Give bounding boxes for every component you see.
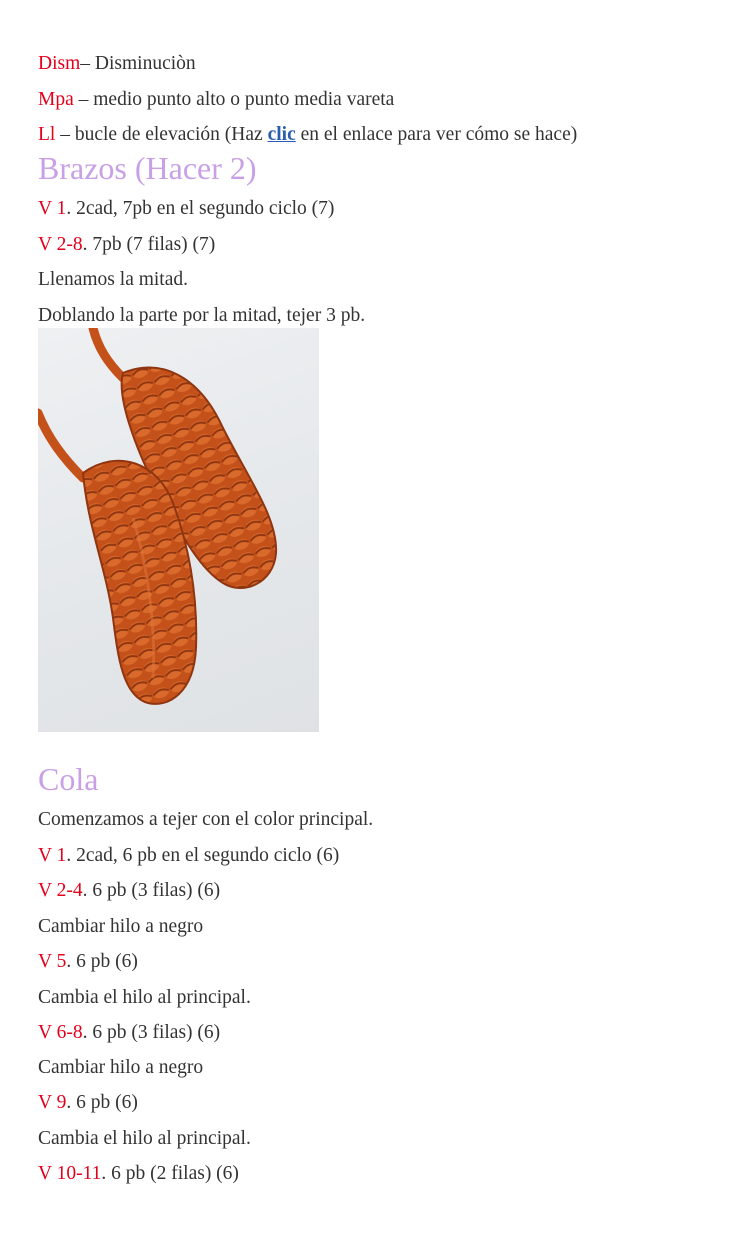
pattern-row: V 9. 6 pb (6): [38, 1092, 138, 1113]
section-heading-cola: Cola: [38, 761, 99, 797]
row-label: V 1: [38, 198, 67, 219]
abbreviation-ll: Ll – bucle de elevación (Haz clic en el enlace para ver cómo se hace): [38, 124, 578, 145]
pattern-note: Cambia el hilo al principal.: [38, 1128, 251, 1149]
clic-link[interactable]: clic: [267, 124, 296, 145]
row-label: V 5: [38, 951, 67, 972]
crochet-arms-photo: [38, 328, 319, 732]
abbreviation-term: Ll: [38, 124, 56, 145]
abbreviation-term: Dism: [38, 53, 81, 74]
pattern-note: Cambia el hilo al principal.: [38, 987, 251, 1008]
row-label: V 9: [38, 1092, 67, 1113]
pattern-note: Cambiar hilo a negro: [38, 916, 204, 937]
abbreviation-term: Mpa: [38, 89, 74, 110]
row-label: V 2-8: [38, 234, 83, 255]
row-label: V 2-4: [38, 880, 83, 901]
row-label: V 1: [38, 845, 67, 866]
pattern-row: V 2-8. 7pb (7 filas) (7): [38, 234, 216, 255]
section-heading-brazos: Brazos (Hacer 2): [38, 150, 257, 186]
pattern-row: V 5. 6 pb (6): [38, 951, 138, 972]
row-label: V 10-11: [38, 1163, 102, 1184]
pattern-row: V 2-4. 6 pb (3 filas) (6): [38, 880, 221, 901]
abbreviation-mpa: Mpa – medio punto alto o punto media vareta: [38, 89, 395, 110]
pattern-row: V 10-11. 6 pb (2 filas) (6): [38, 1163, 239, 1184]
pattern-note: Doblando la parte por la mitad, tejer 3 pb.: [38, 305, 366, 326]
pattern-row: V 1. 2cad, 7pb en el segundo ciclo (7): [38, 198, 335, 219]
pattern-note: Llenamos la mitad.: [38, 269, 189, 290]
pattern-note: Comenzamos a tejer con el color principal.: [38, 809, 374, 830]
abbreviation-text: Disminuciòn: [94, 53, 196, 74]
abbreviation-dism: Dism– Disminuciòn: [38, 53, 196, 74]
abbreviation-text: medio punto alto o punto media vareta: [93, 89, 395, 110]
pattern-row: V 6-8. 6 pb (3 filas) (6): [38, 1022, 221, 1043]
row-label: V 6-8: [38, 1022, 83, 1043]
pattern-row: V 1. 2cad, 6 pb en el segundo ciclo (6): [38, 845, 340, 866]
pattern-note: Cambiar hilo a negro: [38, 1057, 204, 1078]
